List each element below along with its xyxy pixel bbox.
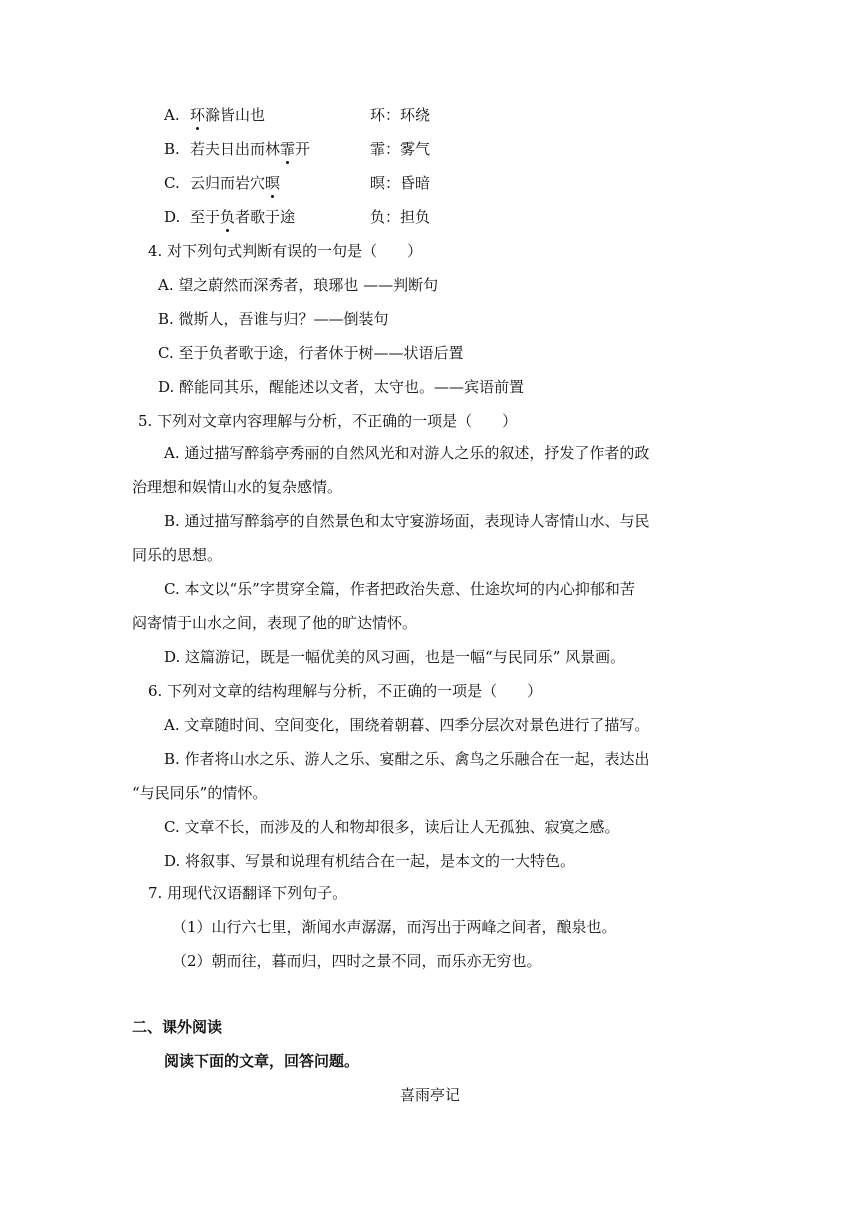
dotted-char: 霏 <box>280 140 296 158</box>
option-letter: C. <box>164 174 180 192</box>
q3-option-d <box>164 206 430 228</box>
q7-sentence-2: （2）朝而往，暮而归，四时之景不同，而乐亦无穷也。 <box>172 952 542 970</box>
q5-option-b-line2: 同乐的思想。 <box>132 546 223 564</box>
q5-option-a-line1: A. 通过描写醉翁亭秀丽的自然风光和对游人之乐的叙述，抒发了作者的政 <box>164 444 650 462</box>
option-text <box>190 104 370 126</box>
q5-option-b-line1: B. 通过描写醉翁亭的自然景色和太守宴游场面，表现诗人寄情山水、与民 <box>164 512 650 530</box>
option-text-post: 者歌于途 <box>235 208 296 226</box>
dotted-char: 暝 <box>265 174 281 192</box>
question-7-stem: 7. 用现代汉语翻译下列句子。 <box>148 884 348 902</box>
option-text-post: 滁皆山也 <box>205 106 266 124</box>
q4-option-d: D. 醉能同其乐，醒能述以文者，太守也。——宾语前置 <box>158 378 525 396</box>
option-text-pre: 至于 <box>190 208 221 226</box>
option-text-pre: 若夫日出而林 <box>190 140 281 158</box>
option-text <box>190 172 370 194</box>
question-4-stem: 4. 对下列句式判断有误的一句是（ ） <box>148 242 423 260</box>
q5-option-d-line1: D. 这篇游记，既是一幅优美的风习画，也是一幅“与民同乐” 风景画。 <box>164 648 626 666</box>
section-heading: 二、课外阅读 <box>132 1018 223 1036</box>
option-text <box>190 138 370 160</box>
q6-option-d-line1: D. 将叙事、写景和说理有机结合在一起，是本文的一大特色。 <box>164 852 576 870</box>
dotted-char: 负 <box>220 208 236 226</box>
article-title: 喜雨亭记 <box>399 1086 460 1104</box>
option-letter: D. <box>164 208 181 226</box>
q4-option-b: B. 微斯人，吾谁与归？——倒装句 <box>158 310 389 328</box>
q5-option-c-line1: C. 本文以“乐”字贯穿全篇，作者把政治失意、仕途坎坷的内心抑郁和苦 <box>164 580 635 598</box>
q5-option-c-line2: 闷寄情于山水之间，表现了他的旷达情怀。 <box>132 614 418 632</box>
section-instruction: 阅读下面的文章，回答问题。 <box>164 1052 360 1070</box>
q7-sentence-1: （1）山行六七里，渐闻水声潺潺，而泻出于两峰之间者，酿泉也。 <box>172 918 617 936</box>
option-text <box>190 206 370 228</box>
option-text-pre: 云归而岩穴 <box>190 174 266 192</box>
option-gloss: 负：担负 <box>370 208 431 226</box>
option-letter: A. <box>164 106 180 124</box>
q3-option-a <box>164 104 430 126</box>
q3-option-c <box>164 172 430 194</box>
q6-option-b-line1: B. 作者将山水之乐、游人之乐、宴酣之乐、禽鸟之乐融合在一起，表达出 <box>164 750 650 768</box>
q6-option-a-line1: A. 文章随时间、空间变化，围绕着朝暮、四季分层次对景色进行了描写。 <box>164 716 650 734</box>
dotted-char: 环 <box>190 106 206 124</box>
option-letter: B. <box>164 140 180 158</box>
q5-option-a-line2: 治理想和娱情山水的复杂感情。 <box>132 478 343 496</box>
option-gloss: 环：环绕 <box>370 106 431 124</box>
question-5-stem: 5. 下列对文章内容理解与分析，不正确的一项是（ ） <box>138 412 518 430</box>
q6-option-c-line1: C. 文章不长，而涉及的人和物却很多，读后让人无孤独、寂寞之感。 <box>164 818 620 836</box>
option-gloss: 霏：雾气 <box>370 140 431 158</box>
q4-option-c: C. 至于负者歌于途，行者休于树——状语后置 <box>158 344 464 362</box>
q3-option-b <box>164 138 430 160</box>
q4-option-a: A. 望之蔚然而深秀者，琅琊也 ——判断句 <box>158 276 439 294</box>
option-gloss: 暝：昏暗 <box>370 174 431 192</box>
option-text-post: 开 <box>295 140 311 158</box>
question-6-stem: 6. 下列对文章的结构理解与分析，不正确的一项是（ ） <box>148 682 543 700</box>
q6-option-b-line2: “与民同乐”的情怀。 <box>132 784 268 802</box>
